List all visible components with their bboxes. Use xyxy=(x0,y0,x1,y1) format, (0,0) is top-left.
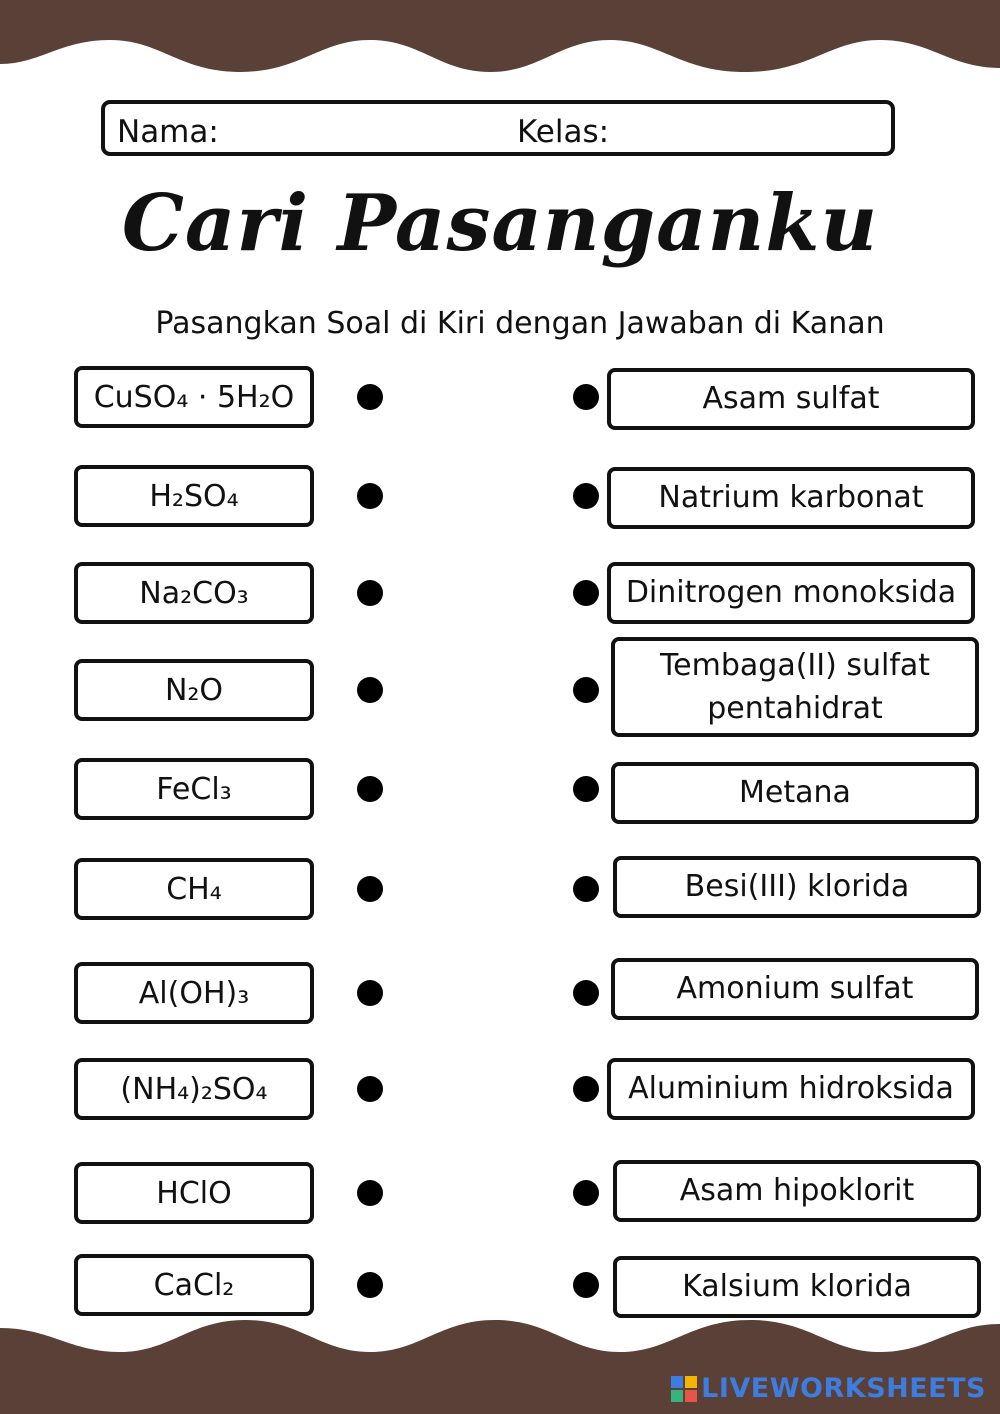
question-connector-dot[interactable] xyxy=(357,580,383,606)
answer-box: Aluminium hidroksida xyxy=(607,1058,975,1120)
question-connector-dot[interactable] xyxy=(357,483,383,509)
match-row xyxy=(0,858,1000,928)
answer-box: Metana xyxy=(611,762,979,824)
answer-connector-dot[interactable] xyxy=(573,1180,599,1206)
answer-box: Asam hipoklorit xyxy=(613,1160,981,1222)
liveworksheets-icon xyxy=(671,1376,697,1402)
question-box: FeCl₃ xyxy=(74,758,314,820)
top-wave-decoration xyxy=(0,0,1000,90)
question-connector-dot[interactable] xyxy=(357,876,383,902)
match-row xyxy=(0,962,1000,1032)
answer-box: Amonium sulfat xyxy=(611,958,979,1020)
question-connector-dot[interactable] xyxy=(357,384,383,410)
question-box: (NH₄)₂SO₄ xyxy=(74,1058,314,1120)
answer-box: Besi(III) klorida xyxy=(613,856,981,918)
answer-connector-dot[interactable] xyxy=(573,876,599,902)
answer-box: Asam sulfat xyxy=(607,368,975,430)
answer-connector-dot[interactable] xyxy=(573,1272,599,1298)
match-row xyxy=(0,366,1000,436)
question-connector-dot[interactable] xyxy=(357,776,383,802)
answer-connector-dot[interactable] xyxy=(573,980,599,1006)
match-row xyxy=(0,647,1000,729)
question-box: Al(OH)₃ xyxy=(74,962,314,1024)
answer-connector-dot[interactable] xyxy=(573,483,599,509)
question-connector-dot[interactable] xyxy=(357,1076,383,1102)
match-row xyxy=(0,1162,1000,1232)
question-box: H₂SO₄ xyxy=(74,465,314,527)
answer-box: Tembaga(II) sulfat pentahidrat xyxy=(611,637,979,737)
question-box: CuSO₄ · 5H₂O xyxy=(74,366,314,428)
question-connector-dot[interactable] xyxy=(357,1180,383,1206)
match-row xyxy=(0,465,1000,535)
answer-connector-dot[interactable] xyxy=(573,776,599,802)
question-box: N₂O xyxy=(74,659,314,721)
name-label: Nama: xyxy=(117,114,219,150)
worksheet-instructions: Pasangkan Soal di Kiri dengan Jawaban di Kanan xyxy=(155,306,885,341)
answer-connector-dot[interactable] xyxy=(573,580,599,606)
answer-connector-dot[interactable] xyxy=(573,1076,599,1102)
answer-box: Dinitrogen monoksida xyxy=(607,562,975,624)
question-connector-dot[interactable] xyxy=(357,677,383,703)
liveworksheets-logo xyxy=(671,1373,986,1404)
question-box: HClO xyxy=(74,1162,314,1224)
match-row xyxy=(0,758,1000,828)
question-box: CH₄ xyxy=(74,858,314,920)
question-connector-dot[interactable] xyxy=(357,1272,383,1298)
answer-box: Natrium karbonat xyxy=(607,467,975,529)
match-row xyxy=(0,1058,1000,1128)
class-label: Kelas: xyxy=(517,114,610,150)
name-class-box xyxy=(101,100,895,156)
question-box: Na₂CO₃ xyxy=(74,562,314,624)
match-row xyxy=(0,562,1000,632)
brand-name: LIVEWORKSHEETS xyxy=(701,1373,986,1404)
answer-connector-dot[interactable] xyxy=(573,677,599,703)
question-connector-dot[interactable] xyxy=(357,980,383,1006)
answer-connector-dot[interactable] xyxy=(573,384,599,410)
answer-box: Kalsium klorida xyxy=(613,1256,981,1318)
question-box: CaCl₂ xyxy=(74,1254,314,1316)
worksheet-title: Cari Pasanganku xyxy=(121,178,879,269)
